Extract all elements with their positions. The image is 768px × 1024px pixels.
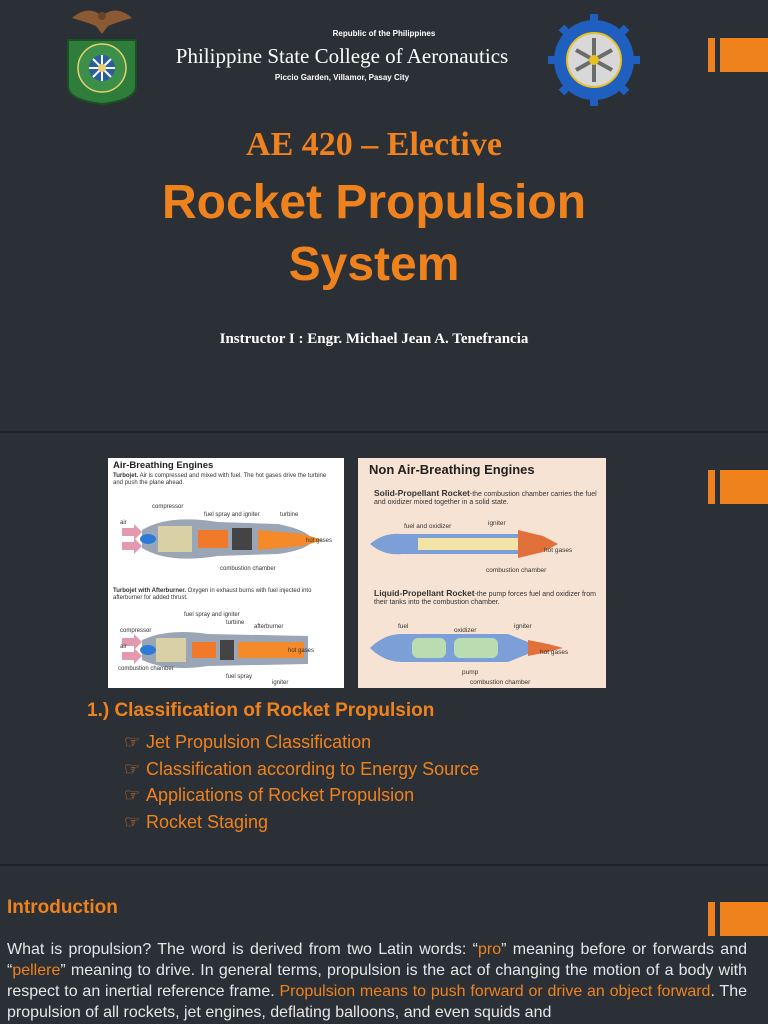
solid-rocket-diagram	[358, 516, 606, 576]
accent-bar-thin	[708, 470, 715, 504]
list-item: ☞ Classification according to Energy Source	[124, 756, 479, 783]
liquid-rocket-caption: Liquid-Propellant Rocket-the pump forces fuel and oxidizer from their tanks into the combustion chamber.	[374, 588, 596, 606]
afterburner-caption: Turbojet with Afterburner. Oxygen in exhaust burns with fuel injected into afterburner for added thrust.	[113, 588, 312, 601]
svg-text:fuel spray and igniter: fuel spray and igniter	[184, 612, 240, 618]
title-line-1: Rocket Propulsion	[161, 176, 587, 229]
svg-text:fuel spray and igniter: fuel spray and igniter	[204, 512, 260, 518]
svg-text:combustion chamber: combustion chamber	[118, 666, 174, 672]
hand-pointer-icon: ☞	[124, 785, 141, 806]
liquid-rocket-diagram	[358, 618, 606, 688]
figure-title: Non Air-Breathing Engines	[369, 462, 535, 477]
svg-text:combustion chamber: combustion chamber	[220, 566, 276, 572]
svg-text:turbine: turbine	[226, 620, 245, 626]
svg-text:air: air	[120, 520, 127, 526]
list-item: ☞ Jet Propulsion Classification	[124, 729, 479, 756]
accent-bar-wide	[720, 470, 768, 504]
accent-bar-wide	[720, 38, 768, 72]
hand-pointer-icon: ☞	[124, 732, 141, 752]
solid-rocket-caption: Solid-Propellant Rocket-the combustion chamber carries the fuel and oxidizer mixed together in a solid state.	[374, 488, 597, 506]
svg-text:compressor: compressor	[120, 628, 152, 634]
svg-text:pump: pump	[462, 669, 479, 676]
svg-text:air: air	[120, 644, 127, 650]
svg-text:hot gases: hot gases	[540, 649, 569, 656]
svg-text:hot gases: hot gases	[288, 648, 315, 654]
list-item: ☞ Rocket Staging	[124, 809, 479, 836]
svg-text:compressor: compressor	[152, 504, 184, 510]
intro-paragraph: What is propulsion? The word is derived from two Latin words: “pro” meaning before or forwards and “pellere” meaning to drive. In general terms, propulsion is the act of changing the motion of a body with respect to an inertial reference frame. Propulsion means to push forward or drive an object forward. The propulsion of all rockets, jet engines, deflating balloons, and even squids and	[7, 941, 748, 1021]
svg-text:hot gases: hot gases	[544, 547, 573, 554]
college-name: Philippine State College of Aeronautics	[175, 44, 509, 68]
non-air-breathing-engines-figure	[358, 458, 606, 688]
slide-title	[0, 172, 748, 296]
air-breathing-engines-figure	[108, 458, 344, 688]
accent-bar-thin	[708, 902, 715, 936]
hand-pointer-icon: ☞	[124, 812, 141, 833]
figure-title: Air-Breathing Engines	[113, 460, 214, 471]
svg-text:fuel spray: fuel spray	[226, 674, 253, 680]
title-line-2: System	[288, 238, 460, 291]
instructor-name: Instructor I : Engr. Michael Jean A. Tenefrancia	[219, 331, 529, 347]
section-heading: Introduction	[7, 897, 118, 918]
svg-text:combustion chamber: combustion chamber	[470, 679, 531, 686]
title-slide	[0, 0, 768, 431]
svg-text:igniter: igniter	[272, 680, 289, 686]
section-heading: 1.) Classification of Rocket Propulsion	[87, 700, 435, 721]
svg-text:hot gases: hot gases	[306, 538, 333, 544]
svg-text:afterburner: afterburner	[254, 624, 284, 630]
hand-pointer-icon: ☞	[124, 758, 141, 779]
turbojet-caption: Turbojet. Air is compressed and mixed with fuel. The hot gases drive the turbine and push the plane ahead.	[113, 473, 327, 486]
svg-text:combustion chamber: combustion chamber	[486, 567, 547, 574]
turbojet-diagram	[108, 494, 344, 574]
course-code: AE 420 – Elective	[246, 126, 502, 163]
topic-list	[124, 729, 479, 836]
svg-text:oxidizer: oxidizer	[454, 627, 477, 634]
svg-text:fuel and oxidizer: fuel and oxidizer	[404, 523, 452, 530]
accent-bar-wide	[720, 902, 768, 936]
svg-text:igniter: igniter	[488, 520, 506, 527]
list-item: ☞ Applications of Rocket Propulsion	[124, 782, 479, 809]
introduction-slide	[0, 866, 768, 1024]
svg-text:fuel: fuel	[398, 623, 409, 630]
republic-text: Republic of the Philippines	[332, 29, 436, 38]
turbojet-afterburner-diagram	[108, 606, 344, 688]
college-address: Piccio Garden, Villamor, Pasay City	[274, 73, 410, 82]
svg-text:turbine: turbine	[280, 512, 299, 518]
accent-bar-thin	[708, 38, 715, 72]
classification-slide	[0, 433, 768, 864]
institute-gear-logo	[546, 12, 642, 108]
svg-text:igniter: igniter	[514, 623, 532, 630]
